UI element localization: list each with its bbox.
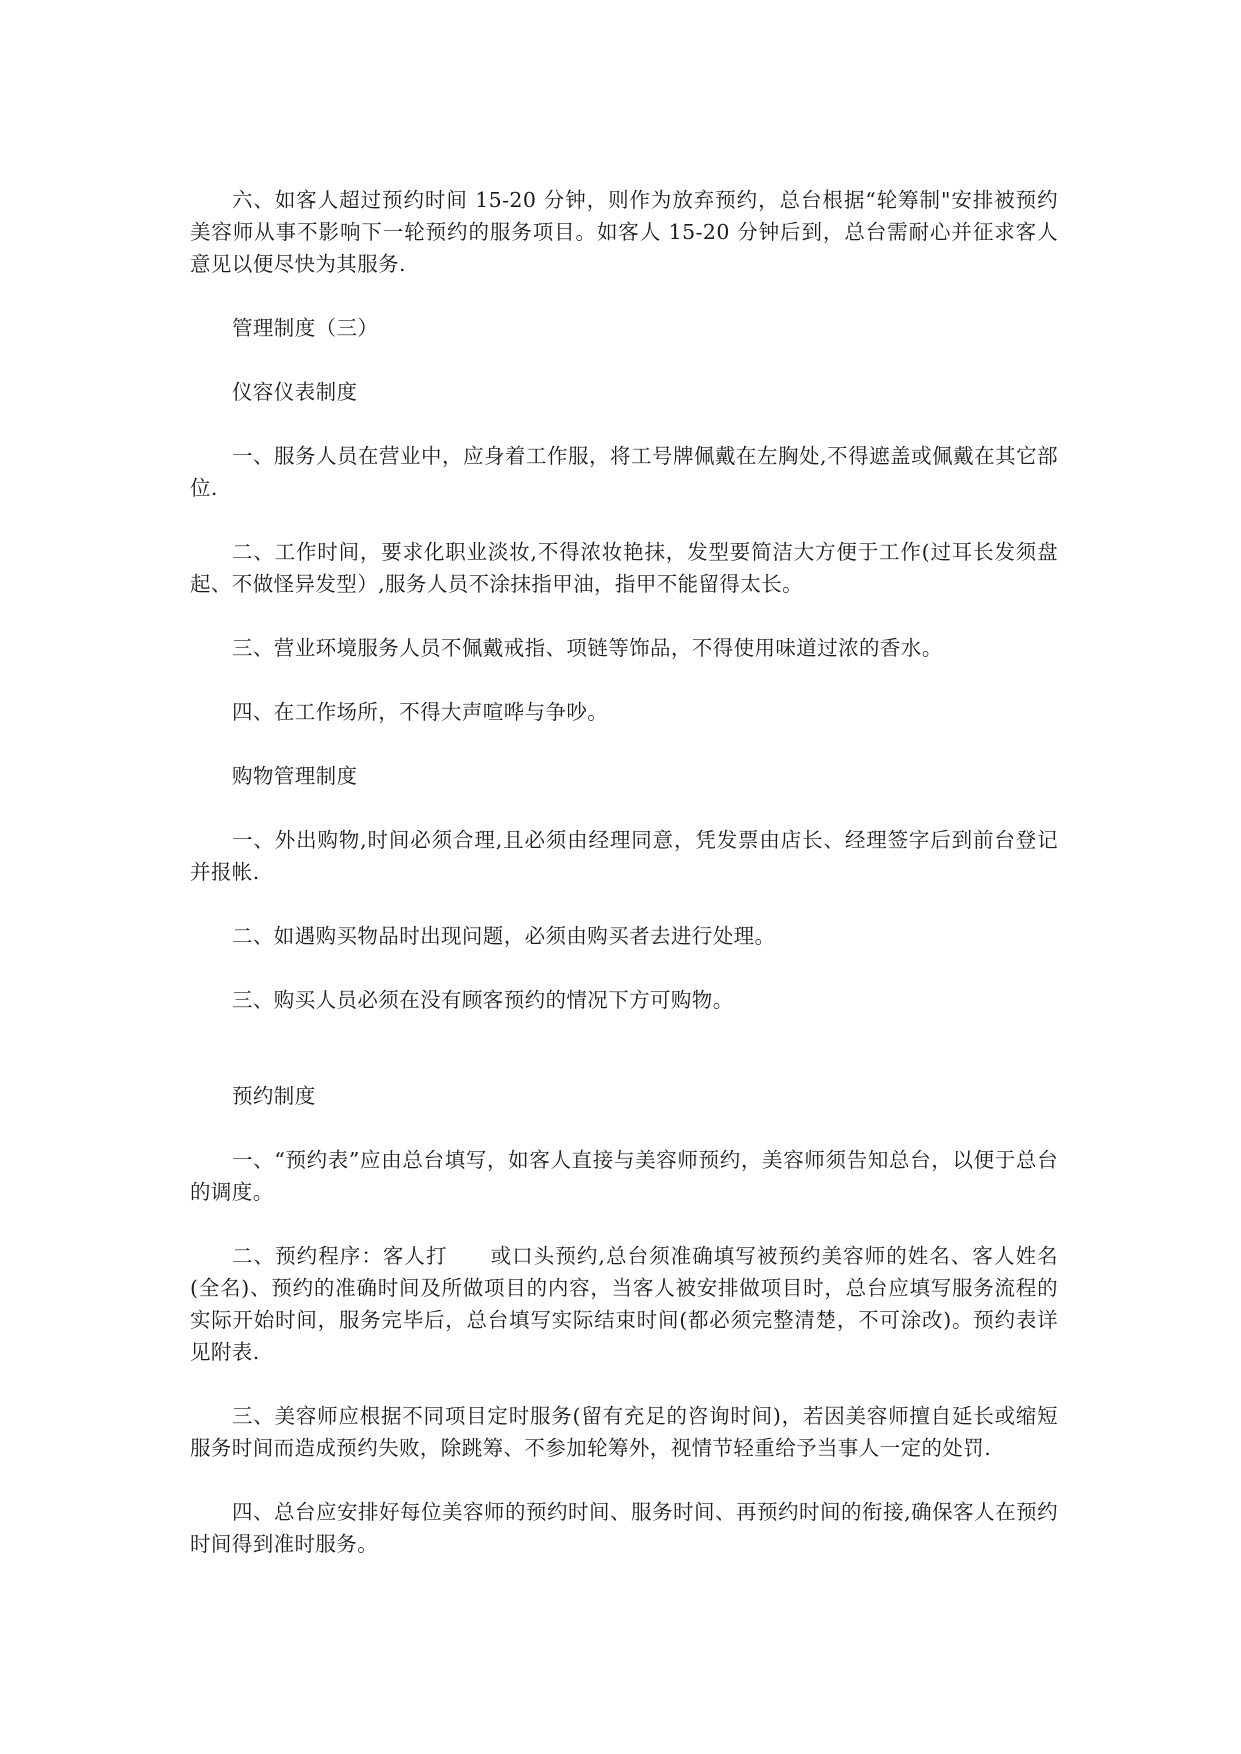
paragraph-appointment-late: 六、如客人超过预约时间 15-20 分钟，则作为放弃预约，总台根据“轮筹制"安排被预约美容师从事不影响下一轮预约的服务项目。如客人 15-20 分钟后到，总台需耐心并征求客人意见以便尽快为其服务.: [190, 188, 1058, 276]
paragraph-shopping-1: 一、外出购物,时间必须合理,且必须由经理同意，凭发票由店长、经理签字后到前台登记并报帐.: [190, 828, 1058, 884]
paragraph-appointment-1: 一、“预约表”应由总台填写，如客人直接与美容师预约，美容师须告知总台，以便于总台的调度。: [190, 1148, 1058, 1204]
paragraph-shopping-2: 二、如遇购买物品时出现问题，必须由购买者去进行处理。: [232, 924, 776, 948]
paragraph-appointment-4: 四、总台应安排好每位美容师的预约时间、服务时间、再预约时间的衔接,确保客人在预约时间得到准时服务。: [190, 1500, 1058, 1556]
paragraph-appointment-3: 三、美容师应根据不同项目定时服务(留有充足的咨询时间)，若因美容师擅自延长或缩短服务时间而造成预约失败，除跳筹、不参加轮筹外，视情节轻重给予当事人一定的处罚.: [190, 1404, 1058, 1460]
section-heading-appearance: 仪容仪表制度: [232, 380, 358, 404]
paragraph-appearance-2: 二、工作时间，要求化职业淡妆,不得浓妆艳抹，发型要简洁大方便于工作(过耳长发须盘起、不做怪异发型）,服务人员不涂抹指甲油，指甲不能留得太长。: [190, 540, 1058, 596]
paragraph-appointment-2: 二、预约程序：客人打 或口头预约,总台须准确填写被预约美容师的姓名、客人姓名(全名)、预约的准确时间及所做项目的内容，当客人被安排做项目时，总台应填写服务流程的实际开始时间，服务完毕后，总台填写实际结束时间(都必须完整清楚，不可涂改)。预约表详见附表.: [190, 1244, 1058, 1364]
paragraph-appearance-1: 一、服务人员在营业中，应身着工作服，将工号牌佩戴在左胸处,不得遮盖或佩戴在其它部位.: [190, 444, 1058, 500]
section-heading-appointment: 预约制度: [232, 1084, 316, 1108]
section-heading-management-3: 管理制度（三）: [232, 316, 379, 340]
section-heading-shopping: 购物管理制度: [232, 764, 358, 788]
paragraph-appearance-3: 三、营业环境服务人员不佩戴戒指、项链等饰品，不得使用味道过浓的香水。: [232, 636, 943, 660]
paragraph-shopping-3: 三、购买人员必须在没有顾客预约的情况下方可购物。: [232, 988, 734, 1012]
paragraph-appearance-4: 四、在工作场所，不得大声喧哗与争吵。: [232, 700, 609, 724]
